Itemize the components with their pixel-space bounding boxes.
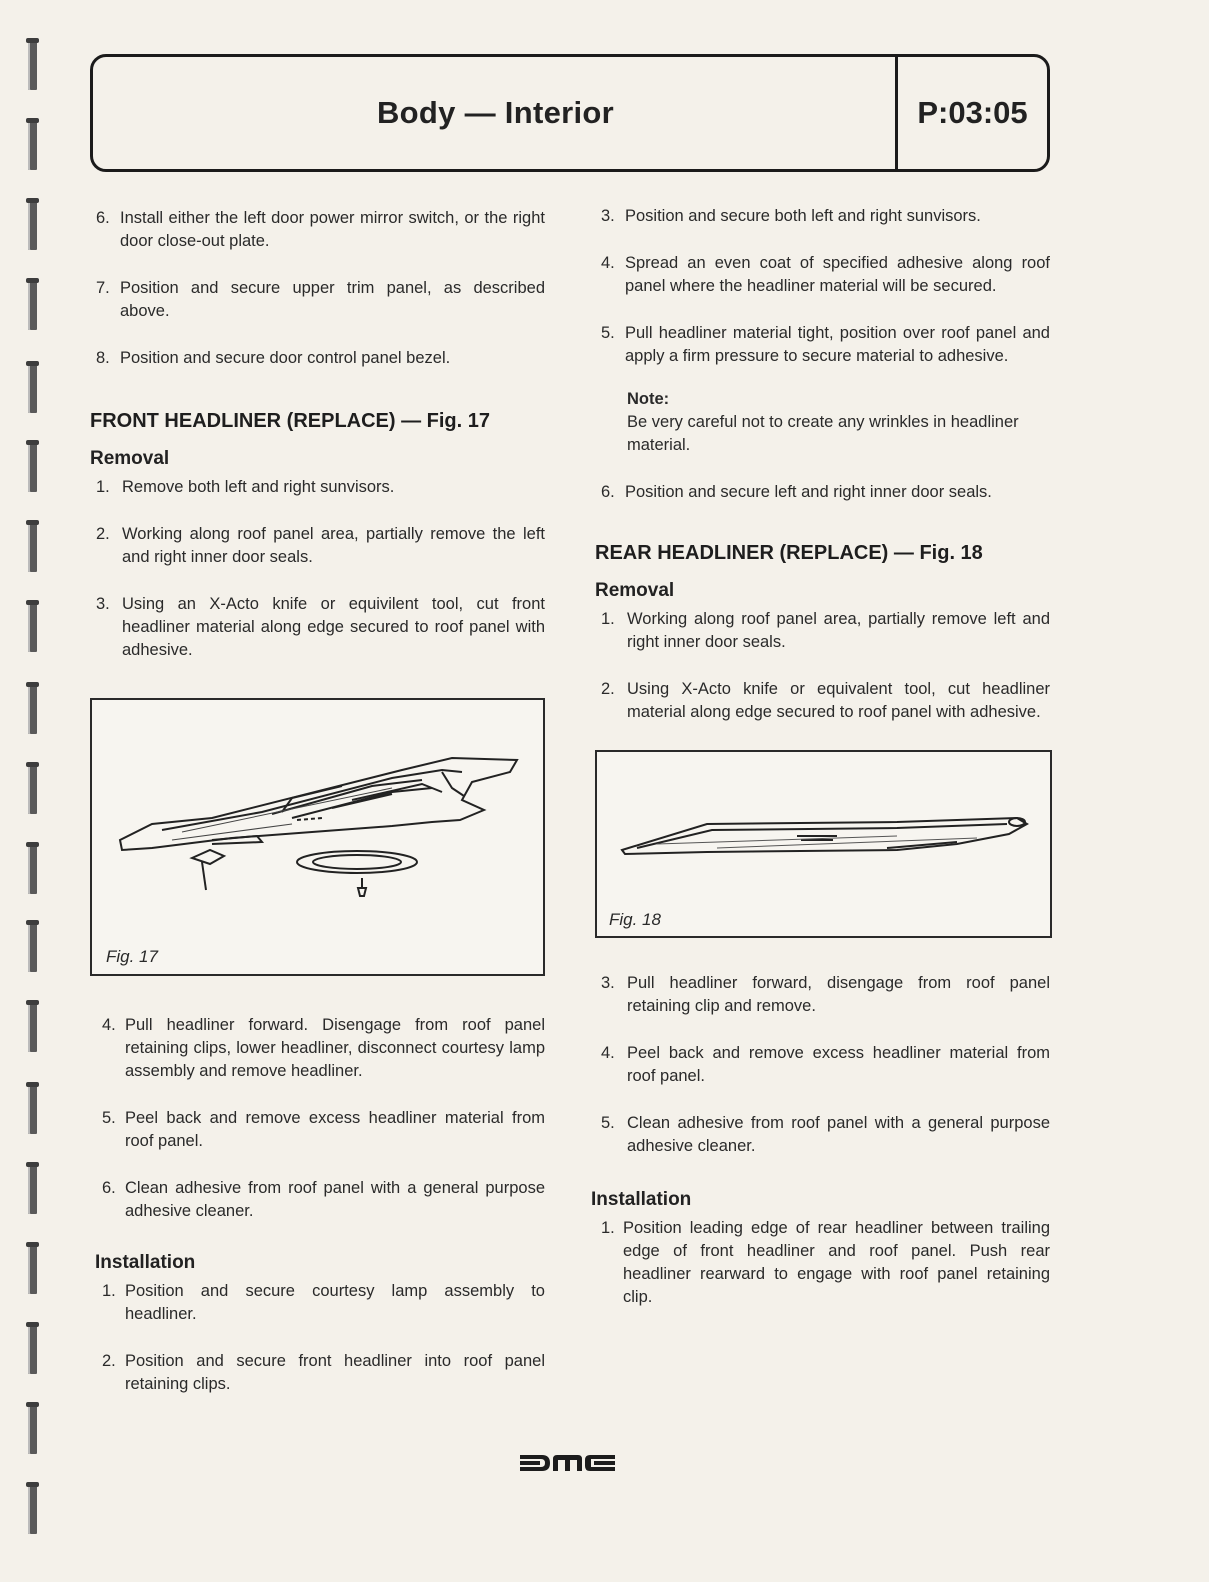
- binder-hole: [28, 120, 37, 170]
- step-number: 1.: [96, 478, 110, 496]
- step-text: Peel back and remove excess headliner material from roof panel.: [125, 1109, 545, 1150]
- step-text: Pull headliner forward. Disengage from roof panel retaining clips, lower headliner, disconnect courtesy lamp assembly and remove headliner.: [125, 1016, 545, 1080]
- step-number: 2.: [96, 525, 110, 543]
- step-text: Clean adhesive from roof panel with a general purpose adhesive cleaner.: [627, 1114, 1050, 1155]
- step-number: 8.: [96, 349, 110, 367]
- step-text: Position and secure upper trim panel, as described above.: [120, 279, 545, 320]
- removal-heading: Removal: [90, 448, 170, 469]
- installation-heading: Installation: [95, 1252, 196, 1273]
- binder-hole: [28, 1164, 37, 1214]
- step-text: Working along roof panel area, partially remove left and right inner door seals.: [627, 610, 1050, 651]
- list-item: [595, 252, 1050, 298]
- binder-hole: [28, 1002, 37, 1052]
- binder-hole: [28, 1324, 37, 1374]
- note-text: Be very careful not to create any wrinkles in headliner material.: [627, 413, 1019, 454]
- binder-holes: [20, 30, 50, 1560]
- binder-hole: [28, 1244, 37, 1294]
- step-number: 6.: [96, 209, 110, 227]
- list-item: [595, 205, 1050, 228]
- step-text: Position and secure front headliner into roof panel retaining clips.: [125, 1352, 545, 1393]
- page-header: [90, 54, 1050, 172]
- binder-hole: [28, 844, 37, 894]
- step-text: Pull headliner material tight, position over roof panel and apply a firm pressure to secure material to adhesive.: [625, 324, 1050, 365]
- binder-hole: [28, 1484, 37, 1534]
- step-text: Position and secure both left and right sunvisors.: [625, 207, 981, 225]
- step-number: 1.: [102, 1282, 116, 1300]
- rear-headliner-illustration: [597, 752, 1050, 936]
- section-heading: REAR HEADLINER (REPLACE) — Fig. 18: [595, 542, 983, 564]
- binder-hole: [28, 40, 37, 90]
- binder-hole: [28, 200, 37, 250]
- figure-17: [90, 698, 545, 976]
- binder-hole: [28, 363, 37, 413]
- step-text: Peel back and remove excess headliner material from roof panel.: [627, 1044, 1050, 1085]
- step-number: 6.: [102, 1179, 116, 1197]
- binder-hole: [28, 1084, 37, 1134]
- list-item: [90, 207, 545, 253]
- step-number: 4.: [601, 1044, 615, 1062]
- step-text: Position and secure courtesy lamp assembly to headliner.: [125, 1282, 545, 1323]
- step-number: 4.: [102, 1016, 116, 1034]
- list-item: [595, 1217, 1050, 1309]
- step-number: 5.: [601, 324, 615, 342]
- step-number: 5.: [601, 1114, 615, 1132]
- step-number: 2.: [601, 680, 615, 698]
- step-text: Position and secure door control panel bezel.: [120, 349, 451, 367]
- list-item: [90, 523, 545, 569]
- list-item: [595, 481, 1050, 504]
- page-code: P:03:05: [917, 95, 1028, 130]
- list-item: [90, 277, 545, 323]
- step-number: 5.: [102, 1109, 116, 1127]
- step-number: 6.: [601, 483, 615, 501]
- left-column: [90, 207, 545, 1420]
- step-text: Using X-Acto knife or equivalent tool, cut headliner material along edge secured to roof panel with adhesive.: [627, 680, 1050, 721]
- list-item: [90, 347, 545, 370]
- note-label: Note:: [627, 390, 670, 408]
- step-number: 7.: [96, 279, 110, 297]
- binder-hole: [28, 602, 37, 652]
- step-number: 3.: [96, 595, 110, 613]
- list-item: [595, 608, 1050, 654]
- binder-hole: [28, 684, 37, 734]
- list-item: [90, 476, 545, 499]
- list-item: [90, 1107, 545, 1153]
- step-text: Working along roof panel area, partially remove the left and right inner door seals.: [122, 525, 545, 566]
- binder-hole: [28, 764, 37, 814]
- list-item: [90, 1350, 545, 1396]
- note-block: [595, 388, 1050, 457]
- list-item: [595, 1112, 1050, 1158]
- step-number: 3.: [601, 974, 615, 992]
- list-item: [90, 1014, 545, 1083]
- list-item: [595, 972, 1050, 1018]
- removal-heading: Removal: [595, 580, 675, 601]
- binder-hole: [28, 1404, 37, 1454]
- step-text: Pull headliner forward, disengage from roof panel retaining clip and remove.: [627, 974, 1050, 1015]
- step-text: Spread an even coat of specified adhesive along roof panel where the headliner material will be secured.: [625, 254, 1050, 295]
- right-column: [591, 205, 1050, 1333]
- step-text: Clean adhesive from roof panel with a general purpose adhesive cleaner.: [125, 1179, 545, 1220]
- list-item: [90, 1280, 545, 1326]
- list-item: [595, 1042, 1050, 1088]
- figure-caption: Fig. 17: [106, 947, 158, 966]
- step-number: 1.: [601, 610, 615, 628]
- step-text: Position and secure left and right inner door seals.: [625, 483, 992, 501]
- step-number: 4.: [601, 254, 615, 272]
- step-text: Using an X-Acto knife or equivilent tool, cut front headliner material along edge secured to roof panel with adhesive.: [122, 595, 545, 659]
- figure-caption: Fig. 18: [609, 910, 661, 929]
- section-heading: FRONT HEADLINER (REPLACE) — Fig. 17: [90, 410, 491, 432]
- binder-hole: [28, 442, 37, 492]
- step-text: Position leading edge of rear headliner between trailing edge of front headliner and roof panel. Push rear headliner rearward to engage with roof panel retaining clip.: [623, 1219, 1050, 1306]
- page-title: Body — Interior: [376, 95, 614, 130]
- binder-hole: [28, 280, 37, 330]
- binder-hole: [28, 922, 37, 972]
- step-text: Remove both left and right sunvisors.: [122, 478, 395, 496]
- installation-heading: Installation: [591, 1189, 692, 1210]
- step-number: 3.: [601, 207, 615, 225]
- step-text: Install either the left door power mirror switch, or the right door close-out plate.: [120, 209, 545, 250]
- binder-hole: [28, 522, 37, 572]
- list-item: [90, 593, 545, 662]
- figure-18: [595, 750, 1052, 938]
- list-item: [595, 322, 1050, 368]
- dmc-logo: [520, 1452, 615, 1474]
- list-item: [595, 678, 1050, 724]
- step-number: 1.: [601, 1219, 615, 1237]
- list-item: [90, 1177, 545, 1223]
- front-headliner-illustration: [92, 700, 543, 974]
- step-number: 2.: [102, 1352, 116, 1370]
